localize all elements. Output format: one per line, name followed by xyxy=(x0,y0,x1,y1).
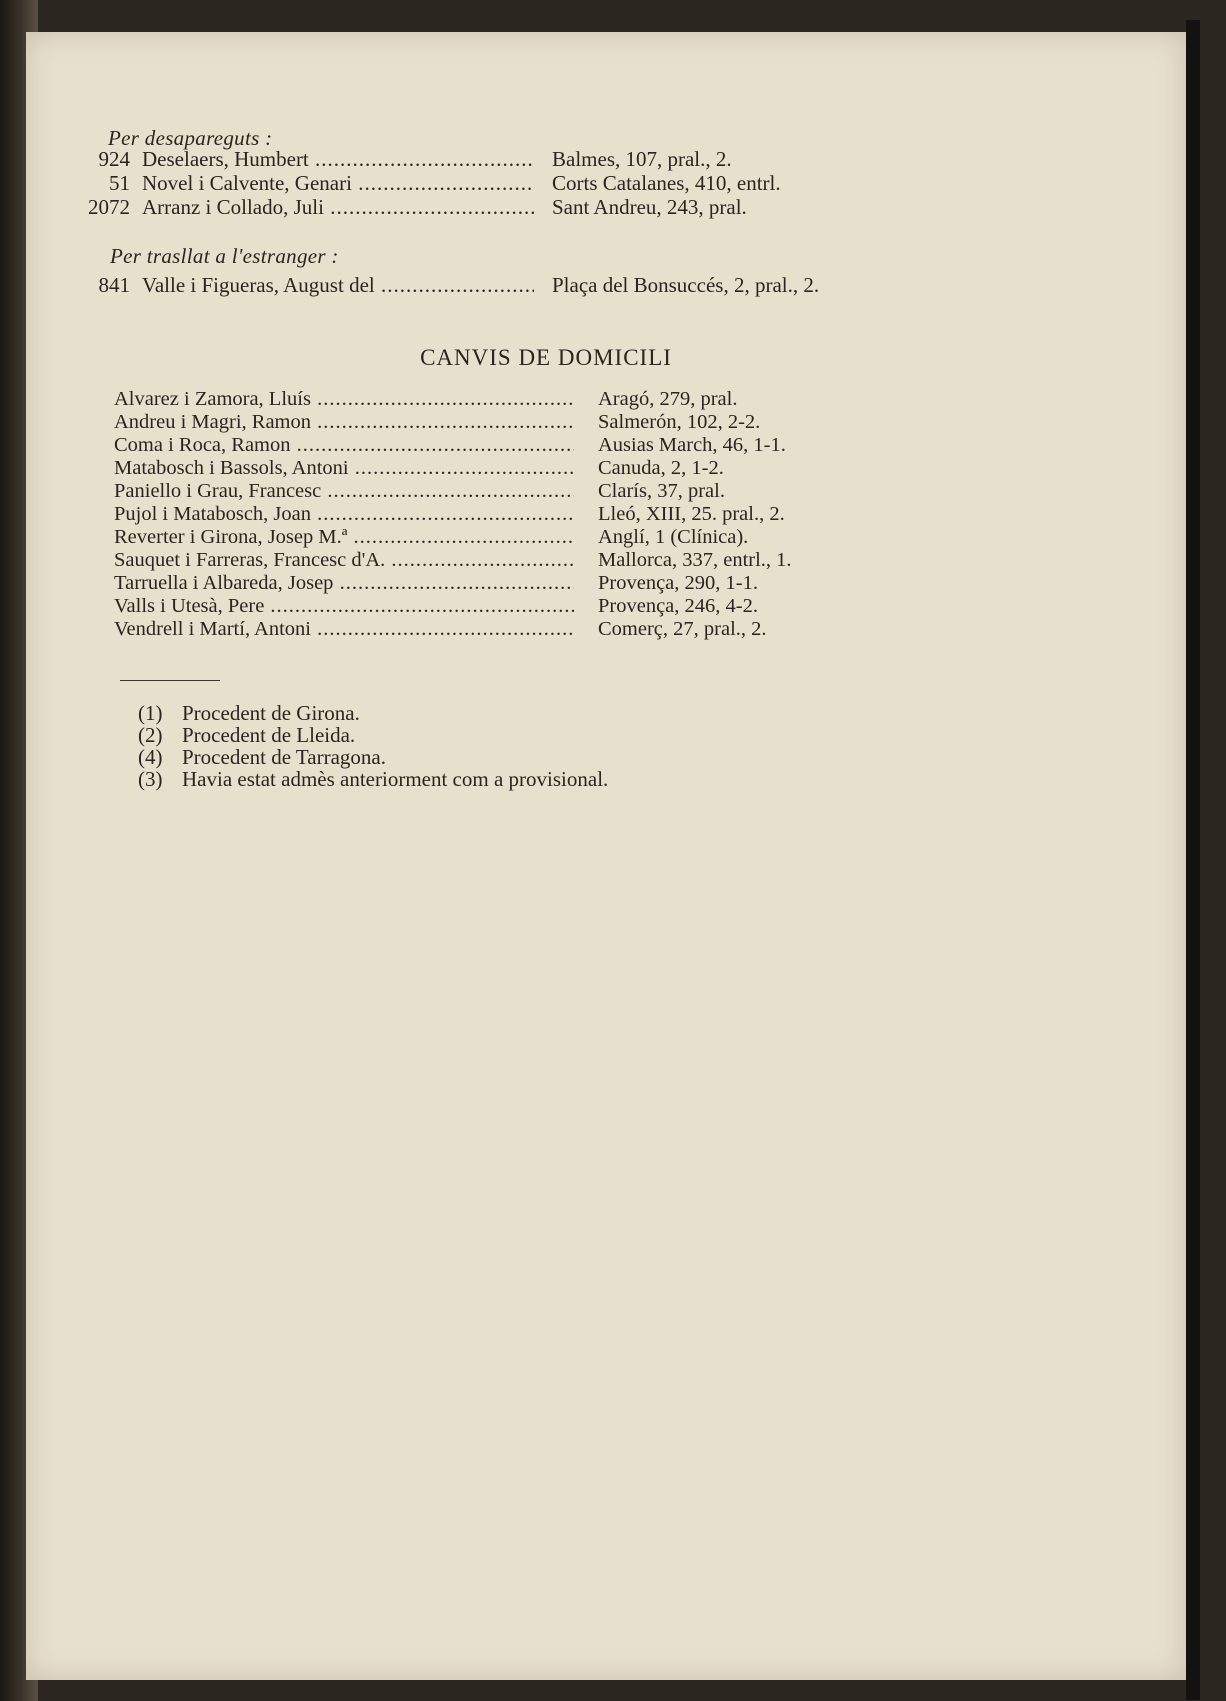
member-name: Andreu i Magri, Ramon xyxy=(114,411,311,433)
member-name-dotted xyxy=(142,195,534,219)
leader-dots xyxy=(349,457,574,479)
member-name: Alvarez i Zamora, Lluís xyxy=(114,388,311,410)
member-address: Sant Andreu, 243, pral. xyxy=(552,195,747,219)
footnote-mark: (4) xyxy=(138,745,163,769)
member-name-dotted xyxy=(142,147,534,171)
member-address: Plaça del Bonsuccés, 2, pral., 2. xyxy=(552,273,820,297)
leader-dots xyxy=(309,147,534,171)
footnote-mark: (1) xyxy=(138,701,163,725)
table-row xyxy=(114,388,1014,411)
member-name: Valle i Figueras, August del xyxy=(142,273,375,297)
member-name-dotted xyxy=(114,434,574,457)
member-number: 2072 xyxy=(88,195,130,219)
leader-dots xyxy=(291,434,574,456)
member-name-dotted xyxy=(114,457,574,480)
member-name-dotted xyxy=(114,411,574,434)
member-name-dotted xyxy=(142,171,534,195)
member-name: Deselaers, Humbert xyxy=(142,147,309,171)
scan-right-edge xyxy=(1186,20,1200,1700)
leader-dots xyxy=(347,526,574,548)
member-number: 51 xyxy=(109,171,130,195)
table-row xyxy=(114,503,1014,526)
member-name: Novel i Calvente, Genari xyxy=(142,171,352,195)
member-number: 924 xyxy=(98,147,130,171)
table-row xyxy=(114,526,1014,549)
member-address: Provença, 290, 1-1. xyxy=(598,572,758,594)
member-name-dotted xyxy=(114,618,574,641)
member-name-dotted xyxy=(114,503,574,526)
document-page xyxy=(26,32,1186,1680)
member-name-dotted xyxy=(114,595,574,618)
member-name-dotted xyxy=(114,572,574,595)
leader-dots xyxy=(352,171,534,195)
table-row xyxy=(114,411,1014,434)
member-name: Tarruella i Albareda, Josep xyxy=(114,572,334,594)
leader-dots xyxy=(264,595,574,617)
member-name-dotted xyxy=(114,480,574,503)
footnote-mark: (2) xyxy=(138,723,163,747)
leader-dots xyxy=(324,195,534,219)
section-heading-desapareguts: Per desapareguts : xyxy=(108,126,273,150)
leader-dots xyxy=(311,618,574,640)
member-name: Reverter i Girona, Josep M.ª xyxy=(114,526,348,548)
leader-dots xyxy=(333,572,574,594)
member-name: Matabosch i Bassols, Antoni xyxy=(114,457,349,479)
member-address: Provença, 246, 4-2. xyxy=(598,595,758,617)
leader-dots xyxy=(311,388,574,410)
table-row xyxy=(114,549,1014,572)
section-heading-canvis: CANVIS DE DOMICILI xyxy=(420,345,672,370)
list-item xyxy=(68,195,968,219)
table-row xyxy=(114,572,1014,595)
member-name: Arranz i Collado, Juli xyxy=(142,195,324,219)
table-row xyxy=(114,595,1014,618)
member-number: 841 xyxy=(98,273,130,297)
member-address: Balmes, 107, pral., 2. xyxy=(552,147,732,171)
member-address: Corts Catalanes, 410, entrl. xyxy=(552,171,781,195)
footnote-mark: (3) xyxy=(138,767,163,791)
member-name: Pujol i Matabosch, Joan xyxy=(114,503,312,525)
footnote-text: Procedent de Girona. xyxy=(182,701,360,725)
table-row xyxy=(114,434,1014,457)
member-name: Vendrell i Martí, Antoni xyxy=(114,618,312,640)
member-address: Salmerón, 102, 2-2. xyxy=(598,411,761,433)
member-name-dotted xyxy=(114,549,574,572)
member-address: Aragó, 279, pral. xyxy=(598,388,738,410)
list-item xyxy=(68,273,968,297)
table-row xyxy=(114,457,1014,480)
member-name: Sauquet i Farreras, Francesc d'A. xyxy=(114,549,386,571)
footnote-text: Havia estat admès anteriorment com a provisional. xyxy=(182,767,609,791)
member-name: Coma i Roca, Ramon xyxy=(114,434,291,456)
member-name-dotted xyxy=(142,273,534,297)
leader-dots xyxy=(311,503,574,525)
leader-dots xyxy=(311,411,574,433)
leader-dots xyxy=(321,480,574,502)
list-item xyxy=(68,171,968,195)
footnote-rule xyxy=(120,680,220,681)
leader-dots xyxy=(375,273,534,297)
member-address: Canuda, 2, 1-2. xyxy=(598,457,724,479)
member-address: Comerç, 27, pral., 2. xyxy=(598,618,767,640)
page-content xyxy=(26,32,1186,1680)
section-heading-estranger: Per trasllat a l'estranger : xyxy=(110,244,339,268)
table-row xyxy=(114,618,1014,641)
footnote-text: Procedent de Lleida. xyxy=(182,723,356,747)
member-address: Ausias March, 46, 1-1. xyxy=(598,434,786,456)
table-row xyxy=(114,480,1014,503)
leader-dots xyxy=(385,549,574,571)
member-name-dotted xyxy=(114,388,574,411)
member-address: Clarís, 37, pral. xyxy=(598,480,725,502)
member-name: Valls i Utesà, Pere xyxy=(114,595,265,617)
member-name: Paniello i Grau, Francesc xyxy=(114,480,322,502)
member-address: Mallorca, 337, entrl., 1. xyxy=(598,549,792,571)
member-address: Lleó, XIII, 25. pral., 2. xyxy=(598,503,785,525)
member-name-dotted xyxy=(114,526,574,549)
list-item xyxy=(68,147,968,171)
footnote-text: Procedent de Tarragona. xyxy=(182,745,386,769)
member-address: Anglí, 1 (Clínica). xyxy=(598,526,749,548)
